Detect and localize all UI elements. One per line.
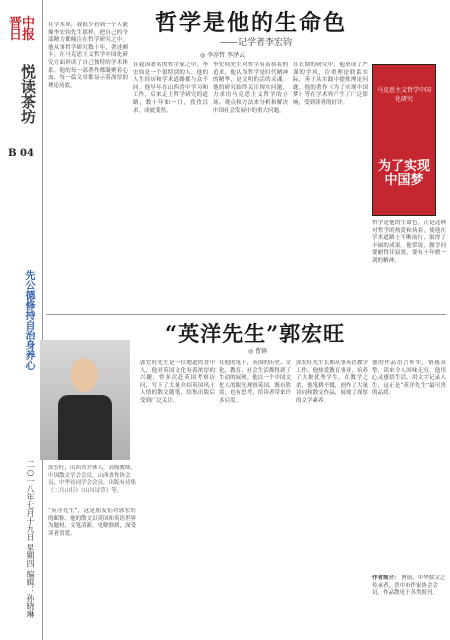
article2-col2: 在他的笔下，英国的历史、文化、教育、社会生活都得到了生动的展现。他以一个中国文化人的眼光观察英国，既有欣赏，也有思考，给读者带来许多启发。 [219, 360, 291, 404]
author-note-text: 曹镇，中华散文之传承者，晋中市作家协会会员，作品散见于各类报刊。 [372, 575, 446, 596]
section-number: B 04 [8, 148, 34, 159]
edition-meta: 二○一八年七月十九日 星期四 编辑：孙晓琳 [26, 460, 35, 619]
book-cover-title: 为了实现中国梦 [377, 159, 430, 188]
author-portrait [40, 340, 130, 460]
author-note [372, 575, 446, 635]
article2-headline: “英洋先生”郭宏旺 [165, 321, 346, 346]
article1-headline: 哲学是他的生命色 [155, 10, 348, 36]
author-note-title: 作者简介： [372, 575, 400, 581]
article1-col4: 在长期的研究中，他形成了严谨的学风，注重理论联系实际，善于从实践中提炼理论问题。他的著作《为了实现中国梦》等在学术界产生了广泛影响，受到读者的好评。 [293, 62, 368, 106]
article1-col5: 哲学是他的生命色。正是这种对哲学的热爱和执着，使他在学术道路上不断前行，取得了丰硕的成果。他常说，做学问要耐得住寂寞，要有十年磨一剑的精神。 [372, 220, 446, 264]
article2-col3: 郭宏旺先生长期从事英语教学工作，他热爱教育事业，培养了大批优秀学生。在教学之余，他笔耕不辍，创作了大量诗词和散文作品，展现了深厚的文学素养。 [296, 360, 368, 404]
sidebar-rule [42, 0, 43, 640]
book-cover-top-text: 马克思主义哲学中国化研究 [377, 87, 432, 103]
book-cover-image [372, 64, 436, 216]
portrait-face [70, 358, 98, 392]
article2-intro: “英洋先生”，这是朋友们对郭宏旺的昵称。他的散文以英国和英语世界为题材，文笔清新，见解独到，深受读者喜爱。 [48, 508, 136, 537]
article2-col4: 他的作品语言朴实，情感真挚，读来令人回味无穷。他用心灵感悟生活，用文字记录人生，这正是“英洋先生”最可贵的品质。 [372, 360, 446, 397]
portrait-body [58, 395, 112, 460]
column-title: 悦读茶坊 [19, 64, 37, 124]
article-divider [46, 314, 446, 315]
portrait-caption: 郭宏旺，山西省介休人，高级教师，中国散文学会会员，山西省作协会员，中华诗词学会会员。出版有诗集《二月山行》《山川诗草》等。 [48, 465, 136, 494]
article2-col1: 郭宏旺先生是一位地道的晋中人，他对英国文化有着浓厚的兴趣，曾多次赴英国考察访问，写下了大量介绍英国风土人情的散文随笔，结集出版后受到广泛关注。 [140, 360, 215, 404]
article1-col1: 在学术界，我很少看到一个人能像李宏钧先生那样，把自己的全部精力都倾注在哲学研究之中。他从事哲学研究数十年，著述颇丰，在马克思主义哲学中国化研究方面形成了自己独特的学术体系。他的每一部著作都凝聚着心血，每一篇文章都显示着深厚的理论功底。 [48, 22, 128, 89]
masthead-logo: 晋中日报 [8, 16, 35, 43]
article1-col3: 李宏钧先生对哲学有着执着的追求，他认为哲学是时代精神的精华，是文明的活的灵魂。他的研究始终关注现实问题，力求用马克思主义哲学的立场、观点和方法来分析和解决中国社会发展中的重大问题。 [213, 62, 288, 114]
article1-byline: ◎ 李淳哲 李泽云 [200, 52, 246, 59]
article1-subhead: ——记学者李宏钧 [220, 38, 293, 48]
sidebar [0, 0, 40, 640]
article2-byline: ◎ 曹镇 [248, 348, 268, 355]
article1-col2: 在我国著名的哲学家之中，李宏钧是一个很特别的人。他的人生经历和学术道路都与众不同。他早年在山西晋中学习和工作，后来走上哲学研究的道路，数十年如一日，孜孜以求，成就斐然。 [133, 62, 208, 114]
slogan: 先公德修持自治身养心 [23, 270, 34, 370]
